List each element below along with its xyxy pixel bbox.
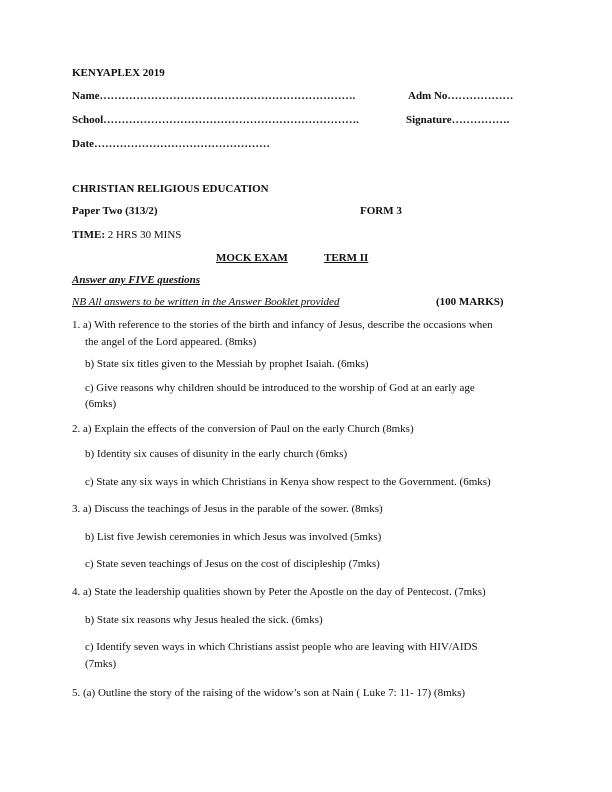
time-label: TIME: xyxy=(72,229,105,241)
question-2b: b) Identity six causes of disunity in the early church (6mks) xyxy=(85,448,348,460)
question-5a: 5. (a) Outline the story of the raising of the widow’s son at Nain ( Luke 7: 11- 17) (8mks) xyxy=(72,687,466,699)
paper-label: Paper Two (313/2) xyxy=(72,205,158,217)
question-1a-cont: the angel of the Lord appeared. (8mks) xyxy=(85,336,257,348)
time-line xyxy=(72,229,181,242)
instruction: Answer any FIVE questions xyxy=(72,274,201,286)
question-4b: b) State six reasons why Jesus healed the sick. (6mks) xyxy=(85,614,323,626)
org-title: KENYAPLEX 2019 xyxy=(72,67,165,79)
question-1b: b) State six titles given to the Messiah by prophet Isaiah. (6mks) xyxy=(85,358,369,370)
nb-note: NB All answers to be written in the Answer Booklet provided xyxy=(72,296,340,308)
question-3a: 3. a) Discuss the teachings of Jesus in the parable of the sower. (8mks) xyxy=(72,503,383,515)
name-field: Name……………………………………………………………. xyxy=(72,90,356,102)
total-marks: (100 MARKS) xyxy=(436,296,504,308)
time-value: 2 HRS 30 MINS xyxy=(107,229,182,241)
mock-exam-label: MOCK EXAM xyxy=(216,252,288,264)
question-1a: 1. a) With reference to the stories of the birth and infancy of Jesus, describe the occasions when xyxy=(72,319,493,331)
signature-field: Signature……………. xyxy=(406,114,510,126)
school-field: School……………………………………………………………. xyxy=(72,114,359,126)
form-label: FORM 3 xyxy=(360,205,402,217)
question-4c-cont: (7mks) xyxy=(85,658,117,670)
question-2c: c) State any six ways in which Christians in Kenya show respect to the Government. (6mks) xyxy=(85,476,491,488)
date-field: Date………………………………………… xyxy=(72,138,270,150)
question-3b: b) List five Jewish ceremonies in which Jesus was involved (5mks) xyxy=(85,531,382,543)
question-1c-cont: (6mks) xyxy=(85,398,117,410)
adm-no-field: Adm No……………… xyxy=(408,90,514,102)
question-1c: c) Give reasons why children should be introduced to the worship of God at an early age xyxy=(85,382,475,394)
subject-title: CHRISTIAN RELIGIOUS EDUCATION xyxy=(72,183,269,195)
term-label: TERM II xyxy=(324,252,369,264)
question-3c: c) State seven teachings of Jesus on the cost of discipleship (7mks) xyxy=(85,558,380,570)
question-2a: 2. a) Explain the effects of the conversion of Paul on the early Church (8mks) xyxy=(72,423,414,435)
question-4a: 4. a) State the leadership qualities shown by Peter the Apostle on the day of Pentecost. (7mks) xyxy=(72,586,486,598)
question-4c: c) Identify seven ways in which Christians assist people who are leaving with HIV/AIDS xyxy=(85,641,478,653)
